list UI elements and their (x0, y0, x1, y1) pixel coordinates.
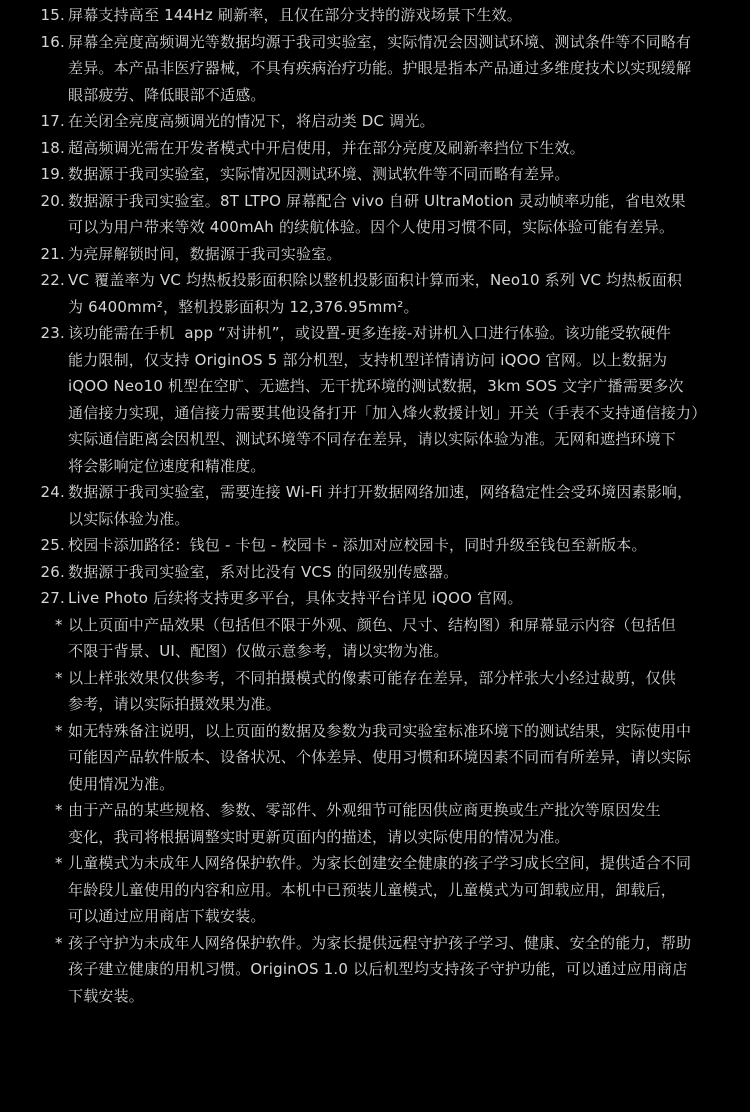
footnote-text (68, 718, 708, 798)
footnote-item (0, 532, 708, 559)
footnote-item (0, 559, 708, 586)
footnote-number: 22. (40, 271, 65, 289)
footnote-text (68, 797, 708, 850)
footnote-line: 数据源于我司实验室。8T LTPO 屏幕配合 vivo 自研 UltraMotion 灵动帧率功能，省电效果 (68, 191, 686, 210)
footnote-text (68, 135, 708, 162)
footnote-item (0, 188, 708, 241)
footnote-line: 差异。本产品非医疗器械，不具有疾病治疗功能。护眼是指本产品通过多维度技术以实现缓解 (68, 59, 692, 77)
footnote-line: 该功能需在手机 app “对讲机”，或设置-更多连接-对讲机入口进行体验。该功能受软硬件 (68, 324, 671, 342)
footnote-line: 数据源于我司实验室，实际情况因测试环境、测试软件等不同而略有差异。 (68, 165, 570, 183)
footnote-text (68, 320, 708, 479)
footnote-text (68, 585, 708, 612)
footnote-line: 校园卡添加路径：钱包 - 卡包 - 校园卡 - 添加对应校园卡，同时升级至钱包至新版本。 (68, 536, 647, 554)
footnote-line: 如无特殊备注说明，以上页面的数据及参数为我司实验室标准环境下的测试结果，实际使用中 (68, 721, 692, 740)
footnote-number: 21. (40, 244, 65, 263)
footnote-line: 由于产品的某些规格、参数、零部件、外观细节可能因供应商更换或生产批次等原因发生 (68, 801, 661, 819)
bullet-marker: * (55, 933, 63, 952)
footnote-number: 25. (40, 536, 65, 554)
footnote-text (68, 559, 708, 586)
footnote-item (0, 320, 708, 479)
footnote-line: 通信接力实现，通信接力需要其他设备打开「加入烽火救援计划」开关（手表不支持通信接力） (68, 403, 707, 422)
footnote-line: 可以通过应用商店下载安装。 (68, 907, 266, 925)
footnote-line: VC 覆盖率为 VC 均热板投影面积除以整机投影面积计算而来，Neo10 系列 VC 均热板面积 (68, 271, 683, 289)
disclaimer-item (0, 930, 708, 1010)
footnote-line: 孩子守护为未成年人网络保护软件。为家长提供远程守护孩子学习、健康、安全的能力，帮助 (68, 933, 692, 952)
disclaimer-item (0, 797, 708, 850)
footnote-number: 26. (40, 562, 65, 581)
footnote-text (68, 930, 708, 1010)
bullet-marker: * (55, 668, 63, 687)
footnote-item (0, 267, 708, 320)
bullet-marker: * (55, 721, 63, 740)
footnote-item (0, 241, 708, 268)
footnote-line: 为 6400mm²，整机投影面积为 12,376.95mm²。 (68, 297, 419, 316)
footnote-text (68, 665, 708, 718)
footnote-line: 以上样张效果仅供参考，不同拍摄模式的像素可能存在差异，部分样张大小经过裁剪，仅供 (68, 668, 677, 687)
footnote-text (68, 612, 708, 665)
footnote-number: 15. (40, 6, 65, 24)
footnote-line: iQOO Neo10 机型在空旷、无遮挡、无干扰环境的测试数据，3km SOS 文字广播需要多次 (68, 377, 684, 395)
footnote-item (0, 135, 708, 162)
footnote-line: 为亮屏解锁时间，数据源于我司实验室。 (68, 244, 342, 263)
footnote-line: 下载安装。 (68, 986, 145, 1005)
bullet-marker: * (55, 615, 63, 634)
footnote-line: 能力限制，仅支持 OriginOS 5 部分机型，支持机型详情请访问 iQOO 官网。以上数据为 (68, 350, 668, 369)
footnote-line: 屏幕支持高至 144Hz 刷新率，且仅在部分支持的游戏场景下生效。 (68, 6, 522, 24)
footnote-line: 可能因产品软件版本、设备状况、个体差异、使用习惯和环境因素不同而有所差异，请以实际 (68, 748, 692, 766)
footnote-line: 以实际体验为准。 (68, 509, 190, 528)
footnote-item (0, 161, 708, 188)
footnote-number: 16. (40, 32, 65, 51)
footnote-number: 23. (40, 324, 65, 342)
footnote-number: 24. (40, 483, 65, 501)
footnote-number: 19. (40, 165, 65, 183)
footnote-line: 数据源于我司实验室，系对比没有 VCS 的同级别传感器。 (68, 562, 459, 581)
footnote-text (68, 188, 708, 241)
footnote-number: 27. (40, 589, 65, 607)
footnote-item (0, 29, 708, 109)
footnote-line: 使用情况为准。 (68, 774, 175, 793)
footnote-line: 不限于背景、UI、配图）仅做示意参考，请以实物为准。 (68, 642, 449, 660)
footnote-text (68, 29, 708, 109)
footnote-line: 可以为用户带来等效 400mAh 的续航体验。因个人使用习惯不同，实际体验可能有差异。 (68, 218, 675, 236)
footnote-text (68, 241, 708, 268)
footnote-line: 实际通信距离会因机型、测试环境等不同存在差异，请以实际体验为准。无网和遮挡环境下 (68, 430, 677, 448)
footnote-line: 参考，请以实际拍摄效果为准。 (68, 695, 281, 713)
footnote-text (68, 2, 708, 29)
footnote-line: 屏幕全亮度高频调光等数据均源于我司实验室，实际情况会因测试环境、测试条件等不同略有 (68, 32, 692, 51)
footnote-text (68, 532, 708, 559)
footnote-text (68, 850, 708, 930)
footnote-item (0, 108, 708, 135)
footnote-line: 以上页面中产品效果（包括但不限于外观、颜色、尺寸、结构图）和屏幕显示内容（包括但 (68, 615, 677, 634)
footnote-number: 18. (40, 138, 65, 157)
footnote-line: Live Photo 后续将支持更多平台，具体支持平台详见 iQOO 官网。 (68, 589, 523, 607)
bullet-marker: * (55, 854, 63, 872)
footnote-line: 儿童模式为未成年人网络保护软件。为家长创建安全健康的孩子学习成长空间，提供适合不同 (68, 854, 692, 872)
footnote-item (0, 479, 708, 532)
footnote-item (0, 585, 708, 612)
footnote-line: 变化，我司将根据调整实时更新页面内的描述，请以实际使用的情况为准。 (68, 827, 570, 846)
footnote-text (68, 161, 708, 188)
footnote-item (0, 2, 708, 29)
footnote-text (68, 108, 708, 135)
disclaimer-item (0, 850, 708, 930)
footnote-line: 将会影响定位速度和精准度。 (68, 456, 266, 475)
footnote-line: 眼部疲劳、降低眼部不适感。 (68, 85, 266, 104)
disclaimer-item (0, 718, 708, 798)
footnote-number: 17. (40, 112, 65, 130)
footnote-line: 在关闭全亮度高频调光的情况下，将启动类 DC 调光。 (68, 112, 435, 130)
footnote-number: 20. (40, 191, 65, 210)
footnote-line: 超高频调光需在开发者模式中开启使用，并在部分亮度及刷新率挡位下生效。 (68, 138, 585, 157)
footnote-text (68, 479, 708, 532)
disclaimer-item (0, 665, 708, 718)
footnote-line: 数据源于我司实验室，需要连接 Wi-Fi 并打开数据网络加速，网络稳定性会受环境因素影响， (68, 483, 693, 501)
footnote-text (68, 267, 708, 320)
bullet-marker: * (55, 801, 63, 819)
footnote-line: 年龄段儿童使用的内容和应用。本机中已预装儿童模式，儿童模式为可卸载应用，卸载后， (68, 880, 677, 899)
footnote-line: 孩子建立健康的用机习惯。OriginOS 1.0 以后机型均支持孩子守护功能，可以通过应用商店 (68, 960, 688, 978)
disclaimer-item (0, 612, 708, 665)
